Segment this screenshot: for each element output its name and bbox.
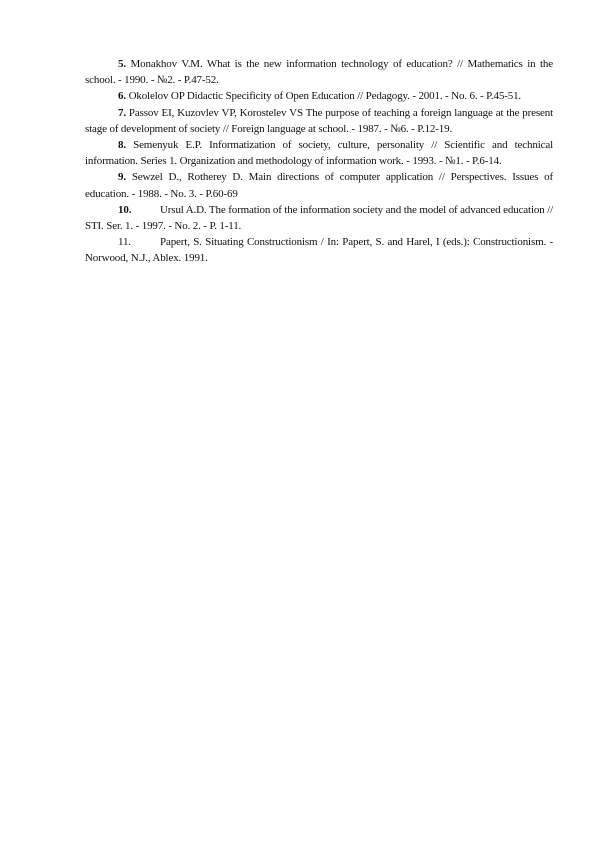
reference-number: 11. [118, 236, 131, 249]
reference-item-10 [85, 202, 553, 234]
reference-number: 10. [118, 203, 132, 216]
reference-text: Monakhov V.M. What is the new information technology of education? // Mathematics in the school. - 1990. - №2. - P.47-52. [85, 58, 553, 87]
reference-number: 9. [118, 171, 126, 184]
reference-item-5 [85, 56, 553, 88]
reference-text: Sewzel D., Rotherey D. Main directions of computer application // Perspectives. Issues of education. - 1988. - No. 3. - P.60-69 [85, 171, 553, 200]
reference-item-6 [85, 88, 553, 104]
reference-item-11 [85, 234, 553, 266]
reference-number: 6. [118, 90, 126, 103]
reference-list [85, 56, 553, 267]
reference-number: 8. [118, 139, 126, 152]
reference-number: 7. [118, 106, 126, 119]
reference-number: 5. [118, 58, 126, 70]
reference-text: Ursul A.D. The formation of the information society and the model of advanced education // STI. Ser. 1. - 1997. - No. 2. - P. 1-11. [85, 203, 553, 233]
reference-item-9 [85, 169, 553, 201]
reference-text: Okolelov OP Didactic Specificity of Open Education // Pedagogy. - 2001. - No. 6. - P.45-51. [128, 90, 522, 103]
reference-item-8 [85, 137, 553, 169]
reference-text: Semenyuk E.P. Informatization of society, culture, personality // Scientific and technical information. Series 1. Organization and methodology of information work. - 1993. - №1. - P.6-14. [85, 139, 553, 168]
reference-item-7 [85, 105, 553, 137]
reference-text: Papert, S. Situating Constructionism / In: Papert, S. and Harel, I (eds.): Constructionism. - Norwood, N.J., Ablex. 1991. [85, 236, 553, 265]
reference-text: Passov EI, Kuzovlev VP, Korostelev VS The purpose of teaching a foreign language at the present stage of development of society // Foreign language at school. - 1987. - №6. - P.12-19. [85, 106, 553, 135]
